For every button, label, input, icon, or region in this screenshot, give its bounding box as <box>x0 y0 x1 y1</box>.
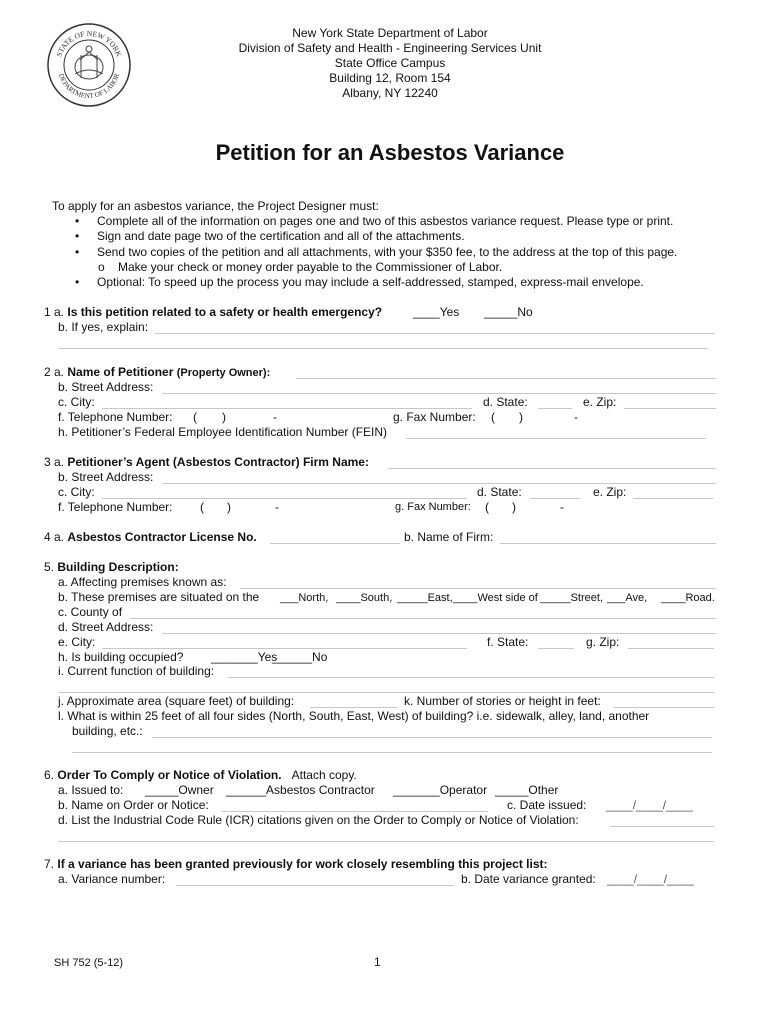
s3-fax-label: g. Fax Number: <box>395 501 471 513</box>
agency-name: New York State Department of Labor <box>292 26 488 40</box>
s1-explain-field[interactable] <box>155 333 715 334</box>
state-seal-logo <box>46 22 132 108</box>
form-number: SH 752 (5-12) <box>54 957 124 969</box>
s5-zip-label: g. Zip: <box>586 635 620 649</box>
s5-road-option[interactable]: ____Road. <box>661 592 715 604</box>
s3-agent-field[interactable] <box>388 468 716 469</box>
s6-operator-option[interactable]: _______Operator <box>393 783 488 797</box>
s3-fax-dash: - <box>560 500 564 514</box>
s1-explain-label: b. If yes, explain: <box>58 320 149 334</box>
s5-function-field-2[interactable] <box>58 692 714 693</box>
s5-area-field[interactable] <box>310 707 398 708</box>
s2-zip-label: e. Zip: <box>583 395 617 409</box>
division-name: Division of Safety and Health - Engineering Services Unit <box>238 41 542 55</box>
intro-bullet-2: • Sign and date page two of the certification and all of the attachments. <box>97 229 465 243</box>
s2-tel-dash: - <box>273 410 277 424</box>
s5-city-field[interactable] <box>102 648 467 649</box>
s5-heading: 5. Building Description: <box>44 560 179 574</box>
s3-city-label: c. City: <box>58 485 95 499</box>
s2-city-field[interactable] <box>102 408 472 409</box>
s6-icr-field-2[interactable] <box>58 841 714 842</box>
s3-zip-field[interactable] <box>633 498 713 499</box>
s5-premises-field[interactable] <box>240 588 716 589</box>
s7-date-field[interactable]: ____/____/____ <box>607 872 694 886</box>
s3-state-label: d. State: <box>477 485 522 499</box>
svg-text:STATE OF NEW YORK: STATE OF NEW YORK <box>54 28 124 58</box>
s5-north-option[interactable]: ___North, <box>280 592 329 604</box>
s3-zip-label: e. Zip: <box>593 485 627 499</box>
s2-fax-dash: - <box>574 410 578 424</box>
s6-name-label: b. Name on Order or Notice: <box>58 798 209 812</box>
s5-surroundings-field[interactable] <box>152 737 712 738</box>
s2-petitioner-field[interactable] <box>296 378 716 379</box>
s1-no-option[interactable]: _____No <box>484 305 533 319</box>
s1-explain-field-2[interactable] <box>58 348 708 349</box>
s3-tel-paren-open: ( <box>200 500 204 514</box>
page-title: Petition for an Asbestos Variance <box>215 140 565 165</box>
building: Building 12, Room 154 <box>329 71 451 85</box>
s5-occupied-yes[interactable]: _______Yes <box>211 650 278 664</box>
s2-telephone-label: f. Telephone Number: <box>58 410 173 424</box>
s6-issued-label: a. Issued to: <box>58 783 124 797</box>
s3-street-field[interactable] <box>162 483 716 484</box>
s2-fax-paren-open: ( <box>491 410 495 424</box>
s3-telephone-label: f. Telephone Number: <box>58 500 173 514</box>
s5-stories-field[interactable] <box>614 707 714 708</box>
s5-street-address-field[interactable] <box>162 633 716 634</box>
s6-heading: 6. Order To Comply or Notice of Violation. Attach copy. <box>44 768 357 782</box>
s3-tel-dash: - <box>275 500 279 514</box>
s6-name-field[interactable] <box>222 811 488 812</box>
s5-city-label: e. City: <box>58 635 96 649</box>
s1-question: 1 a. Is this petition related to a safety or health emergency? <box>44 305 383 319</box>
s2-street-field[interactable] <box>162 393 716 394</box>
intro-bullet-3: • Send two copies of the petition and all attachments, with your $350 fee, to the address at the top of this page. <box>97 245 677 259</box>
s5-function-label: i. Current function of building: <box>58 664 215 678</box>
agency-address-block <box>180 26 600 101</box>
s6-date-label: c. Date issued: <box>507 798 587 812</box>
s2-state-field[interactable] <box>538 408 572 409</box>
s5-situated-label: b. These premises are situated on the <box>58 590 260 604</box>
s3-tel-paren-close: ) <box>227 500 231 514</box>
s5-occupied-label: h. Is building occupied? <box>58 650 184 664</box>
s5-occupied-no[interactable]: ______No <box>272 650 328 664</box>
s5-west-option[interactable]: ____West side of <box>453 592 538 604</box>
s5-function-field[interactable] <box>228 677 714 678</box>
s5-stories-label: k. Number of stories or height in feet: <box>404 694 601 708</box>
s2-tel-paren-open: ( <box>193 410 197 424</box>
s5-east-option[interactable]: _____East, <box>397 592 453 604</box>
s6-contractor-option[interactable]: ______Asbestos Contractor <box>226 783 375 797</box>
s5-county-field[interactable] <box>130 618 716 619</box>
s3-fax-paren-open: ( <box>485 500 489 514</box>
s6-other-option[interactable]: _____Other <box>495 783 559 797</box>
s5-street-option[interactable]: _____Street, <box>540 592 603 604</box>
s6-icr-field[interactable] <box>610 826 714 827</box>
city-state: Albany, NY 12240 <box>342 86 438 100</box>
s2-fein-field[interactable] <box>406 438 706 439</box>
s2-zip-field[interactable] <box>624 408 716 409</box>
s2-petitioner-label: 2 a. Name of Petitioner (Property Owner): <box>44 365 271 379</box>
s4-license-field[interactable] <box>270 543 400 544</box>
s6-date-field[interactable]: ____/____/____ <box>606 798 693 812</box>
s7-heading: 7. If a variance has been granted previously for work closely resembling this project list: <box>44 857 548 871</box>
s6-icr-label: d. List the Industrial Code Rule (ICR) citations given on the Order to Comply or Notice of Violation: <box>58 813 579 827</box>
s5-surroundings-label-2: building, etc.: <box>72 724 143 738</box>
s5-area-label: j. Approximate area (square feet) of building: <box>58 694 295 708</box>
s7-date-label: b. Date variance granted: <box>461 872 596 886</box>
s5-state-field[interactable] <box>538 648 574 649</box>
s5-county-label: c. County of <box>58 605 123 619</box>
s2-street-label: b. Street Address: <box>58 380 154 394</box>
intro-bullet-1: • Complete all of the information on pages one and two of this asbestos variance request. Please type or print. <box>97 214 673 228</box>
intro-bullet-4: • Optional: To speed up the process you may include a self-addressed, stamped, express-mail envelope. <box>97 275 644 289</box>
s5-zip-field[interactable] <box>628 648 714 649</box>
s3-city-field[interactable] <box>102 498 467 499</box>
s5-surroundings-field-2[interactable] <box>72 752 712 753</box>
s5-state-label: f. State: <box>487 635 529 649</box>
s2-city-label: c. City: <box>58 395 95 409</box>
s5-south-option[interactable]: ____South, <box>336 592 393 604</box>
s5-ave-option[interactable]: ___Ave, <box>607 592 648 604</box>
s4-firm-field[interactable] <box>500 543 716 544</box>
s3-street-label: b. Street Address: <box>58 470 154 484</box>
s3-agent-label: 3 a. Petitioner’s Agent (Asbestos Contractor) Firm Name: <box>44 455 369 469</box>
s2-fax-paren-close: ) <box>519 410 523 424</box>
s4-license-label: 4 a. Asbestos Contractor License No. <box>44 530 257 544</box>
s2-tel-paren-close: ) <box>222 410 226 424</box>
intro-sub-bullet: o Make your check or money order payable to the Commissioner of Labor. <box>98 260 503 274</box>
s4-firm-label: b. Name of Firm: <box>404 530 494 544</box>
intro-lead: To apply for an asbestos variance, the Project Designer must: <box>52 199 379 213</box>
s7-variance-label: a. Variance number: <box>58 872 166 886</box>
s5-street-address-label: d. Street Address: <box>58 620 154 634</box>
s1-yes-option[interactable]: ____Yes <box>413 305 460 319</box>
s6-owner-option[interactable]: _____Owner <box>145 783 214 797</box>
s5-premises-label: a. Affecting premises known as: <box>58 575 227 589</box>
page-number: 1 <box>374 955 381 969</box>
s3-state-field[interactable] <box>530 498 580 499</box>
s3-fax-paren-close: ) <box>512 500 516 514</box>
campus: State Office Campus <box>334 56 446 70</box>
svg-text:DEPARTMENT OF LABOR: DEPARTMENT OF LABOR <box>56 72 122 101</box>
s2-state-label: d. State: <box>483 395 528 409</box>
s7-variance-field[interactable] <box>176 885 454 886</box>
s5-surroundings-label: l. What is within 25 feet of all four sides (North, South, East, West) of building? i.e. sidewalk, alley, land, another <box>58 709 650 723</box>
s2-fein-label: h. Petitioner’s Federal Employee Identification Number (FEIN) <box>58 425 388 439</box>
s2-fax-label: g. Fax Number: <box>393 410 476 424</box>
